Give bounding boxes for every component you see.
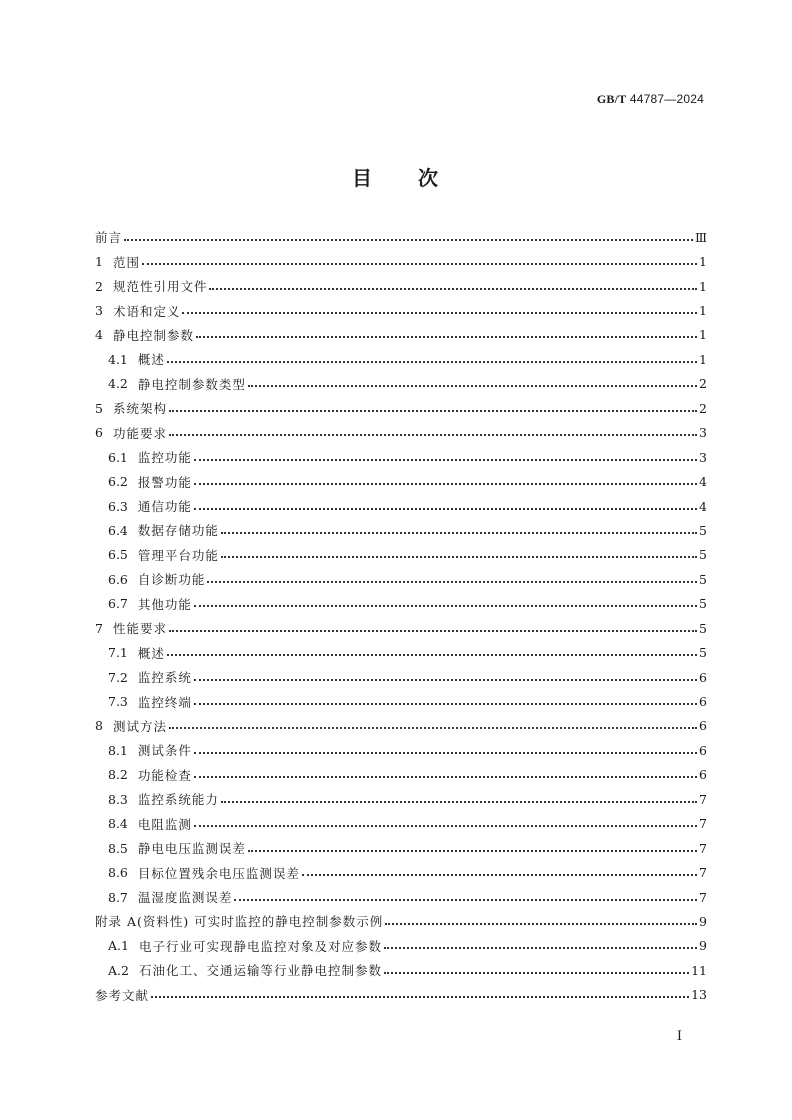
toc-entry-title: 数据存储功能 — [137, 523, 219, 539]
toc-entry-page: 1 — [699, 278, 707, 294]
toc-entry[interactable] — [95, 445, 707, 469]
toc-dot-leader — [194, 604, 697, 607]
toc-entry-title: 管理平台功能 — [137, 547, 219, 563]
toc-entry[interactable] — [95, 347, 707, 371]
toc-dot-leader — [167, 360, 697, 363]
toc-dot-leader — [196, 335, 697, 338]
toc-entry-page: 2 — [699, 376, 707, 392]
toc-dot-leader — [194, 775, 697, 778]
toc-entry[interactable] — [95, 518, 707, 542]
toc-entry-title: 功能检查 — [137, 767, 192, 783]
toc-entry[interactable] — [95, 983, 707, 1007]
toc-entry-page: 11 — [691, 962, 707, 978]
toc-entry-title: 范围 — [112, 254, 140, 270]
toc-entry-title: 概述 — [137, 352, 165, 368]
toc-entry-number: A.1 — [108, 938, 129, 954]
toc-entry[interactable] — [95, 616, 707, 640]
toc-entry[interactable] — [95, 225, 707, 249]
toc-entry-title: 电子行业可实现静电监控对象及对应参数 — [138, 938, 382, 954]
page-number: Ⅰ — [676, 1029, 682, 1044]
toc-entry-page: 5 — [699, 596, 707, 612]
toc-entry-number: 8.7 — [108, 889, 128, 905]
toc-entry-number: 8.3 — [108, 791, 128, 807]
standard-code — [597, 92, 704, 107]
toc-entry-title: 监控系统能力 — [137, 792, 219, 808]
toc-entry-title: 功能要求 — [112, 425, 167, 441]
toc-entry-page: 6 — [699, 767, 707, 783]
toc-entry-page: 7 — [699, 865, 707, 881]
toc-entry[interactable] — [95, 494, 707, 518]
toc-dot-leader — [194, 751, 697, 754]
toc-entry-page: 3 — [699, 449, 707, 465]
toc-entry-page: 2 — [699, 400, 707, 416]
toc-dot-leader — [234, 898, 697, 901]
toc-entry-page: 5 — [699, 620, 707, 636]
toc-entry-page: 6 — [699, 669, 707, 685]
page-title — [0, 162, 792, 191]
table-of-contents — [95, 225, 707, 1007]
toc-entry-page: 1 — [699, 303, 707, 319]
toc-entry[interactable] — [95, 421, 707, 445]
toc-entry-title: 附录 A(资料性) 可实时监控的静电控制参数示例 — [95, 914, 384, 930]
toc-dot-leader — [151, 995, 689, 998]
toc-entry-number: 2 — [95, 278, 103, 294]
toc-entry-number: 4.2 — [108, 376, 128, 392]
toc-entry-number: 7.2 — [108, 669, 128, 685]
toc-entry-number: 7.3 — [108, 694, 128, 710]
toc-entry-page: 13 — [691, 987, 707, 1003]
toc-entry-title: 静电控制参数 — [112, 327, 194, 343]
toc-entry[interactable] — [95, 249, 707, 273]
toc-entry-title: 静电电压监测误差 — [137, 841, 246, 857]
toc-entry-title: 性能要求 — [112, 621, 167, 637]
toc-entry[interactable] — [95, 396, 707, 420]
toc-entry-title: 前言 — [95, 230, 123, 246]
toc-entry-page: 1 — [699, 351, 707, 367]
toc-entry-page: 6 — [699, 718, 707, 734]
toc-entry[interactable] — [95, 763, 707, 787]
toc-entry-number: 4 — [95, 327, 103, 343]
toc-entry-page: 5 — [699, 645, 707, 661]
toc-dot-leader — [194, 702, 697, 705]
title-char-2: 次 — [418, 166, 440, 190]
toc-entry[interactable] — [95, 909, 707, 933]
toc-dot-leader — [194, 458, 697, 461]
toc-entry-page: 6 — [699, 694, 707, 710]
toc-dot-leader — [384, 946, 697, 949]
toc-entry[interactable] — [95, 469, 707, 493]
toc-dot-leader — [182, 311, 697, 314]
toc-entry-page: 5 — [699, 522, 707, 538]
toc-entry-page: 6 — [699, 742, 707, 758]
toc-entry-number: 6.6 — [108, 571, 128, 587]
toc-entry-number: 7.1 — [108, 645, 128, 661]
toc-entry-page: 7 — [699, 840, 707, 856]
toc-entry[interactable] — [95, 298, 707, 322]
toc-entry-page: 5 — [699, 547, 707, 563]
toc-entry-number: 1 — [95, 254, 103, 270]
toc-entry-number: A.2 — [108, 962, 129, 978]
toc-entry-title: 监控功能 — [137, 450, 192, 466]
toc-entry-page: 4 — [699, 498, 707, 514]
toc-entry-title: 参考文献 — [95, 987, 150, 1003]
toc-entry-page: 9 — [699, 938, 707, 954]
toc-entry-page: 1 — [699, 327, 707, 343]
toc-entry-page: 9 — [699, 913, 707, 929]
toc-entry[interactable] — [95, 689, 707, 713]
toc-dot-leader — [209, 287, 697, 290]
toc-entry-title: 其他功能 — [137, 596, 192, 612]
toc-entry[interactable] — [95, 812, 707, 836]
toc-entry-title: 目标位置残余电压监测误差 — [137, 865, 300, 881]
toc-entry[interactable] — [95, 885, 707, 909]
toc-entry-number: 8.6 — [108, 865, 128, 881]
toc-dot-leader — [124, 238, 693, 241]
toc-entry[interactable] — [95, 787, 707, 811]
toc-entry-number: 4.1 — [108, 351, 128, 367]
toc-entry-number: 6.4 — [108, 522, 128, 538]
toc-dot-leader — [169, 433, 697, 436]
toc-dot-leader — [221, 531, 697, 534]
toc-dot-leader — [194, 678, 697, 681]
toc-entry-number: 8.2 — [108, 767, 128, 783]
toc-dot-leader — [169, 726, 697, 729]
toc-entry-number: 3 — [95, 303, 103, 319]
toc-entry-title: 规范性引用文件 — [112, 279, 208, 295]
toc-entry[interactable] — [95, 714, 707, 738]
toc-entry-title: 石油化工、交通运输等行业静电控制参数 — [138, 963, 382, 979]
toc-entry-title: 报警功能 — [137, 474, 192, 490]
toc-entry-title: 术语和定义 — [112, 303, 181, 319]
toc-dot-leader — [194, 824, 697, 827]
toc-entry-number: 8.5 — [108, 840, 128, 856]
toc-entry-title: 监控终端 — [137, 694, 192, 710]
standard-number: 44787—2024 — [629, 92, 704, 106]
toc-dot-leader — [142, 262, 697, 265]
toc-entry-page: 3 — [699, 425, 707, 441]
toc-entry-number: 6.7 — [108, 596, 128, 612]
toc-entry[interactable] — [95, 372, 707, 396]
toc-entry-page: 5 — [699, 571, 707, 587]
toc-entry-page: 1 — [699, 254, 707, 270]
toc-entry-page: 7 — [699, 889, 707, 905]
toc-dot-leader — [248, 849, 697, 852]
toc-entry[interactable] — [95, 567, 707, 591]
toc-dot-leader — [194, 507, 697, 510]
toc-entry-page: Ⅲ — [694, 229, 707, 245]
toc-entry-number: 6 — [95, 425, 103, 441]
toc-entry-title: 测试条件 — [137, 743, 192, 759]
toc-entry-title: 静电控制参数类型 — [137, 376, 246, 392]
toc-entry-number: 6.2 — [108, 474, 128, 490]
toc-dot-leader — [169, 409, 697, 412]
toc-entry-page: 7 — [699, 816, 707, 832]
toc-entry[interactable] — [95, 665, 707, 689]
toc-entry-title: 自诊断功能 — [137, 572, 206, 588]
toc-entry-number: 8 — [95, 718, 103, 734]
title-char-1: 目 — [352, 166, 374, 190]
toc-entry[interactable] — [95, 640, 707, 664]
toc-entry-title: 概述 — [137, 645, 165, 661]
toc-dot-leader — [169, 629, 697, 632]
toc-entry-page: 7 — [699, 791, 707, 807]
toc-entry-number: 5 — [95, 400, 103, 416]
toc-entry[interactable] — [95, 543, 707, 567]
toc-entry-number: 8.1 — [108, 742, 128, 758]
toc-dot-leader — [207, 580, 697, 583]
toc-entry-number: 6.1 — [108, 449, 128, 465]
toc-entry-number: 6.5 — [108, 547, 128, 563]
toc-dot-leader — [385, 922, 697, 925]
toc-entry[interactable] — [95, 836, 707, 860]
toc-dot-leader — [221, 800, 697, 803]
toc-dot-leader — [167, 653, 697, 656]
toc-entry-number: 7 — [95, 620, 103, 636]
toc-dot-leader — [302, 873, 697, 876]
toc-entry[interactable] — [95, 934, 707, 958]
toc-entry-title: 电阻监测 — [137, 816, 192, 832]
toc-entry[interactable] — [95, 860, 707, 884]
toc-entry-title: 测试方法 — [112, 718, 167, 734]
toc-entry-title: 温湿度监测误差 — [137, 890, 233, 906]
toc-entry[interactable] — [95, 274, 707, 298]
toc-entry-page: 4 — [699, 474, 707, 490]
toc-entry[interactable] — [95, 958, 707, 982]
toc-entry-title: 监控系统 — [137, 670, 192, 686]
toc-entry[interactable] — [95, 592, 707, 616]
toc-dot-leader — [194, 482, 697, 485]
standard-prefix: GB/T — [596, 92, 627, 106]
toc-entry-title: 系统架构 — [112, 401, 167, 417]
toc-entry[interactable] — [95, 738, 707, 762]
toc-entry-number: 6.3 — [108, 498, 128, 514]
toc-entry-title: 通信功能 — [137, 499, 192, 515]
toc-dot-leader — [221, 555, 697, 558]
toc-entry[interactable] — [95, 323, 707, 347]
toc-entry-number: 8.4 — [108, 816, 128, 832]
toc-dot-leader — [248, 384, 697, 387]
toc-dot-leader — [384, 971, 689, 974]
